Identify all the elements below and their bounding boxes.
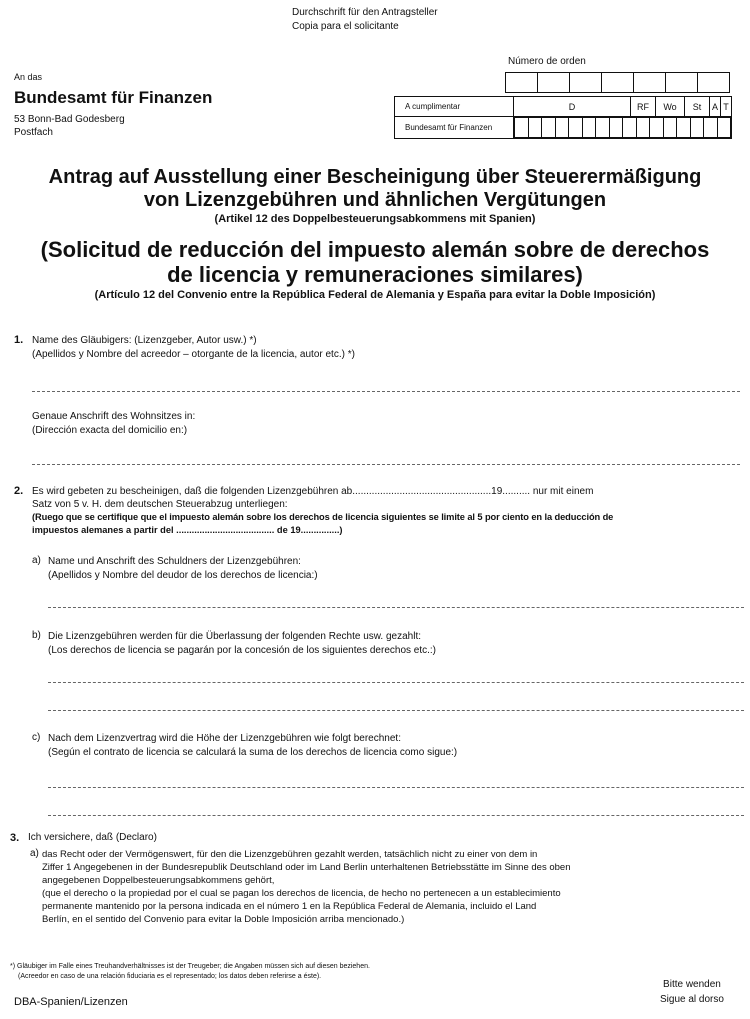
calculation-line-1[interactable] bbox=[48, 787, 744, 788]
section2a-de: Name und Anschrift des Schuldners der Lizenzgebühren: bbox=[48, 556, 301, 567]
section2c-label: c) bbox=[32, 732, 41, 743]
title-es-sub: (Artículo 12 del Convenio entre la República Federal de Alemania y España para evitar la Doble Imposición) bbox=[94, 289, 656, 301]
turn-over-es: Sigue al dorso bbox=[660, 994, 724, 1005]
copy-note-es: Copia para el solicitante bbox=[292, 21, 399, 32]
code-St: St bbox=[685, 97, 710, 117]
title-es-line2: de licencia y remuneraciones similares) bbox=[167, 262, 583, 287]
rights-line-1[interactable] bbox=[48, 682, 744, 683]
order-fill-grid bbox=[394, 96, 732, 139]
section2b-de: Die Lizenzgebühren werden für die Überlassung der folgenden Rechte usw. gezahlt: bbox=[48, 631, 422, 642]
section3-number: 3. bbox=[10, 832, 20, 844]
addressee-office: Bundesamt für Finanzen bbox=[14, 88, 213, 107]
section1-creditor bbox=[32, 334, 355, 362]
addressee-block bbox=[14, 72, 212, 138]
code-Wo: Wo bbox=[656, 97, 685, 117]
section2-line1: Es wird gebeten zu bescheinigen, daß die folgenden Lizenzgebühren ab..................................................19.......... nur mit einem bbox=[32, 486, 594, 497]
section3a-es1: (que el derecho o la propiedad por el cual se pagan los derechos de licencia, de hecho no pertenecen a un establecimiento bbox=[42, 888, 561, 899]
debtor-line[interactable] bbox=[48, 607, 744, 608]
fill-label-1: A cumplimentar bbox=[395, 97, 514, 117]
section1-address bbox=[32, 410, 195, 438]
section2a-label: a) bbox=[32, 555, 41, 566]
code-T: T bbox=[721, 97, 732, 117]
form-id: DBA-Spanien/Lizenzen bbox=[14, 996, 128, 1008]
section1-address-de: Genaue Anschrift des Wohnsitzes in: bbox=[32, 411, 196, 422]
section1-creditor-de: Name des Gläubigers: (Lizenzgeber, Autor usw.) *) bbox=[32, 335, 257, 346]
title-de-sub: (Artikel 12 des Doppelbesteuerungsabkommens mit Spanien) bbox=[214, 213, 536, 225]
title-es-line1: (Solicitud de reducción del impuesto alemán sobre de derechos bbox=[40, 237, 710, 262]
section3a-es3: Berlín, en el sentido del Convenio para evitar la Doble Imposición arriba mencionado.) bbox=[42, 914, 405, 925]
section2-line4: impuestos alemanes a partir del ...................................... de 19...............) bbox=[32, 525, 343, 535]
footnote-de: *) Gläubiger im Falle eines Treuhandverhältnisses ist der Treugeber; die Angaben müssen sich auf diesen beziehen. bbox=[10, 963, 370, 970]
creditor-name-line[interactable] bbox=[32, 391, 740, 392]
section2c-es: (Según el contrato de licencia se calculará la suma de los derechos de licencia como sigue:) bbox=[48, 747, 458, 758]
section3a-de1: das Recht oder der Vermögenswert, für den die Lizenzgebühren gezahlt werden, tatsächlich nicht zu einer von dem in bbox=[42, 849, 538, 860]
order-number-label: Número de orden bbox=[508, 56, 586, 67]
footnote bbox=[10, 962, 370, 982]
copy-note-de: Durchschrift für den Antragsteller bbox=[292, 7, 438, 18]
section2c-de: Nach dem Lizenzvertrag wird die Höhe der Lizenzgebühren wie folgt berechnet: bbox=[48, 733, 401, 744]
section1-number: 1. bbox=[14, 334, 24, 346]
section3a-de2: Ziffer 1 Angegebenen in der Bundesrepublik Deutschland oder im Land Berlin unterhaltenen Betriebsstätte im Sinne des oben bbox=[42, 862, 571, 873]
title-de-line2: von Lizenzgebühren und ähnlichen Vergütungen bbox=[143, 189, 607, 211]
turn-over-de: Bitte wenden bbox=[663, 979, 721, 990]
addressee-prefix: An das bbox=[14, 72, 43, 82]
copy-note bbox=[292, 6, 438, 34]
calculation-line-2[interactable] bbox=[48, 815, 744, 816]
section2-line2: Satz von 5 v. H. dem deutschen Steuerabzug unterliegen: bbox=[32, 499, 288, 510]
section3a-label: a) bbox=[30, 848, 39, 859]
section2c-text bbox=[48, 732, 457, 760]
section2a-text bbox=[48, 555, 318, 583]
creditor-address-line[interactable] bbox=[32, 464, 740, 465]
title-block bbox=[0, 166, 750, 301]
section3a-de3: angegebenen Doppelbesteuerungsabkommens gehört, bbox=[42, 875, 275, 886]
section1-address-es: (Dirección exacta del domicilio en:) bbox=[32, 425, 188, 436]
fill-label-2: Bundesamt für Finanzen bbox=[395, 117, 514, 139]
addressee-postbox: Postfach bbox=[14, 127, 53, 138]
section3a-text bbox=[42, 848, 744, 926]
section2-line3: (Ruego que se certifique que el impuesto alemán sobre los derechos de licencia siguientes se limite al 5 por ciento en la deducción de bbox=[32, 512, 614, 522]
section3-intro: Ich versichere, daß (Declaro) bbox=[28, 832, 157, 843]
section2b-text bbox=[48, 630, 436, 658]
rights-line-2[interactable] bbox=[48, 710, 744, 711]
addressee-city: 53 Bonn-Bad Godesberg bbox=[14, 114, 125, 125]
order-digit-cells bbox=[514, 117, 731, 138]
section1-creditor-es: (Apellidos y Nombre del acreedor – otorgante de la licencia, autor etc.) *) bbox=[32, 349, 355, 360]
turn-over-note bbox=[660, 977, 724, 1007]
code-D: D bbox=[514, 97, 631, 117]
title-de-line1: Antrag auf Ausstellung einer Bescheinigung über Steuerermäßigung bbox=[48, 166, 702, 188]
section3a-es2: permanente mantenido por la persona indicada en el número 1 en la República Federal de Alemania, incluido el Land bbox=[42, 901, 537, 912]
footnote-es: (Acreedor en caso de una relación fiduciaria es el representado; los datos deben referirse a éste). bbox=[18, 973, 322, 980]
order-number-top-grid bbox=[505, 72, 730, 93]
code-RF: RF bbox=[631, 97, 656, 117]
section2-number: 2. bbox=[14, 485, 24, 497]
section2b-label: b) bbox=[32, 630, 41, 641]
code-A: A bbox=[710, 97, 721, 117]
section2a-es: (Apellidos y Nombre del deudor de los derechos de licencia:) bbox=[48, 570, 318, 581]
section2-request bbox=[32, 485, 744, 537]
section2b-es: (Los derechos de licencia se pagarán por la concesión de los siguientes derechos etc.:) bbox=[48, 645, 437, 656]
